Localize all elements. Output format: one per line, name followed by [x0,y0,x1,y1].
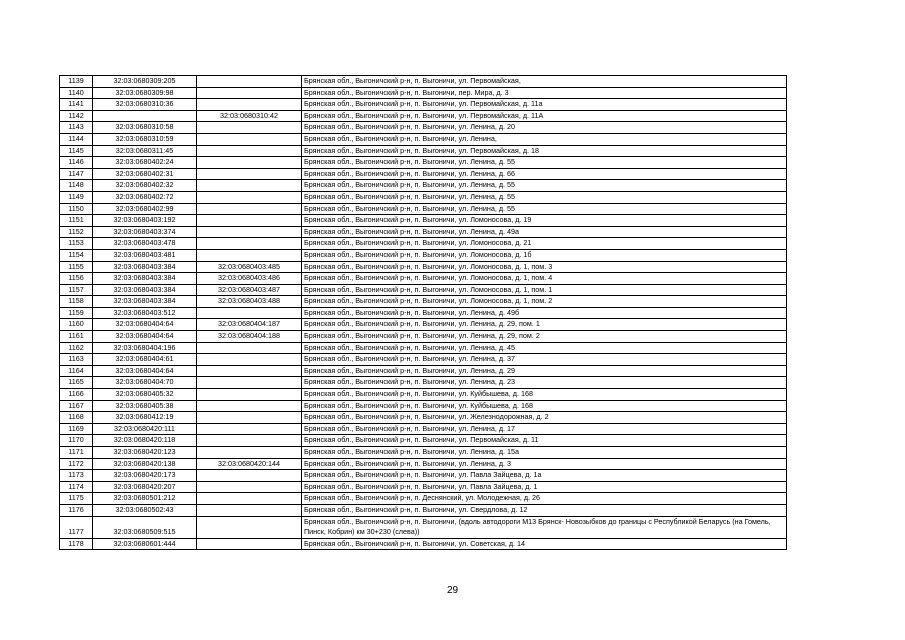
table-row [60,284,787,296]
sub-cadastral-number-cell [197,122,302,134]
cadastral-number-cell: 32:03:0680420:111 [93,423,197,435]
cadastral-number-cell: 32:03:0680403:192 [93,215,197,227]
row-number-cell: 1174 [60,481,93,493]
row-number-cell: 1169 [60,423,93,435]
cadastral-number-cell: 32:03:0680404:61 [93,354,197,366]
sub-cadastral-number-cell [197,145,302,157]
sub-cadastral-number-cell [197,389,302,401]
address-cell: Брянская обл., Выгоничский р-н, п. Выгоничи, ул. Куйбышева, д. 168 [302,389,787,401]
address-cell: Брянская обл., Выгоничский р-н, п. Выгоничи, ул. Ломоносова, д. 1б [302,249,787,261]
sub-cadastral-number-cell [197,168,302,180]
address-cell: Брянская обл., Выгоничский р-н, п. Выгоничи, ул. Ленина, д. 15а [302,447,787,459]
cadastral-number-cell: 32:03:0680509:515 [93,516,197,538]
sub-cadastral-number-cell: 32:03:0680403:485 [197,261,302,273]
sub-cadastral-number-cell [197,470,302,482]
table-row [60,331,787,343]
address-cell: Брянская обл., Выгоничский р-н, п. Выгоничи, ул. Ломоносова, д. 1, пом. 3 [302,261,787,273]
table-row [60,99,787,111]
table-row [60,319,787,331]
cadastral-number-cell: 32:03:0680402:72 [93,191,197,203]
sub-cadastral-number-cell [197,249,302,261]
address-cell: Брянская обл., Выгоничский р-н, п. Выгоничи, ул. Ломоносова, д. 19 [302,215,787,227]
address-cell: Брянская обл., Выгоничский р-н, п. Выгоничи, ул. Ленина, д. 45 [302,342,787,354]
sub-cadastral-number-cell [197,377,302,389]
address-cell: Брянская обл., Выгоничский р-н, п. Выгоничи, ул. Ломоносова, д. 1, пом. 4 [302,273,787,285]
sub-cadastral-number-cell [197,99,302,111]
row-number-cell: 1140 [60,87,93,99]
address-cell: Брянская обл., Выгоничский р-н, п. Выгоничи, ул. Ленина, д. 49а [302,226,787,238]
cadastral-number-cell: 32:03:0680403:384 [93,261,197,273]
address-cell: Брянская обл., Выгоничский р-н, п. Выгоничи, ул. Куйбышева, д. 168 [302,400,787,412]
table-row [60,180,787,192]
table-row [60,261,787,273]
row-number-cell: 1176 [60,504,93,516]
address-cell: Брянская обл., Выгоничский р-н, п. Выгоничи, ул. Ленина, д. 29 [302,365,787,377]
sub-cadastral-number-cell: 32:03:0680403:488 [197,296,302,308]
address-cell: Брянская обл., Выгоничский р-н, п. Выгоничи, ул. Ленина, д. 23 [302,377,787,389]
sub-cadastral-number-cell: 32:03:0680403:486 [197,273,302,285]
row-number-cell: 1145 [60,145,93,157]
table-row [60,110,787,122]
row-number-cell: 1158 [60,296,93,308]
address-cell: Брянская обл., Выгоничский р-н, п. Выгоничи, ул. Ломоносова, д. 1, пом. 2 [302,296,787,308]
row-number-cell: 1170 [60,435,93,447]
cadastral-number-cell: 32:03:0680404:196 [93,342,197,354]
address-cell: Брянская обл., Выгоничский р-н, п. Выгоничи, ул. Ленина, д. 3 [302,458,787,470]
cadastral-number-cell: 32:03:0680420:118 [93,435,197,447]
table-row [60,168,787,180]
table-row [60,458,787,470]
cadastral-number-cell [93,110,197,122]
address-cell: Брянская обл., Выгоничский р-н, п. Выгоничи, ул. Первомайская, [302,76,787,88]
sub-cadastral-number-cell [197,400,302,412]
sub-cadastral-number-cell: 32:03:0680403:487 [197,284,302,296]
address-cell: Брянская обл., Выгоничский р-н, п. Деснянский, ул. Молодежная, д. 26 [302,493,787,505]
sub-cadastral-number-cell [197,203,302,215]
sub-cadastral-number-cell [197,307,302,319]
address-cell: Брянская обл., Выгоничский р-н, п. Выгоничи, ул. Ленина, д. 55 [302,203,787,215]
cadastral-number-cell: 32:03:0680311:45 [93,145,197,157]
cadastral-number-cell: 32:03:0680403:384 [93,273,197,285]
row-number-cell: 1177 [60,516,93,538]
row-number-cell: 1160 [60,319,93,331]
address-cell: Брянская обл., Выгоничский р-н, п. Выгоничи, ул. Ленина, д. 49б [302,307,787,319]
cadastral-number-cell: 32:03:0680501:212 [93,493,197,505]
cadastral-number-cell: 32:03:0680403:384 [93,296,197,308]
row-number-cell: 1149 [60,191,93,203]
address-cell: Брянская обл., Выгоничский р-н, п. Выгоничи, пер. Мира, д. 3 [302,87,787,99]
cadastral-number-cell: 32:03:0680405:38 [93,400,197,412]
table-row [60,145,787,157]
sub-cadastral-number-cell [197,354,302,366]
row-number-cell: 1143 [60,122,93,134]
address-cell: Брянская обл., Выгоничский р-н, п. Выгоничи, ул. Ломоносова, д. 21 [302,238,787,250]
sub-cadastral-number-cell [197,226,302,238]
address-cell: Брянская обл., Выгоничский р-н, п. Выгоничи, ул. Ленина, д. 29, пом. 1 [302,319,787,331]
sub-cadastral-number-cell [197,516,302,538]
row-number-cell: 1173 [60,470,93,482]
address-cell: Брянская обл., Выгоничский р-н, п. Выгоничи, ул. Ленина, [302,133,787,145]
row-number-cell: 1141 [60,99,93,111]
table-row [60,504,787,516]
address-cell: Брянская обл., Выгоничский р-н, п. Выгоничи, ул. Первомайская, д. 18 [302,145,787,157]
cadastral-table [59,75,787,550]
address-cell: Брянская обл., Выгоничский р-н, п. Выгоничи, ул. Первомайская, д. 11 [302,435,787,447]
sub-cadastral-number-cell [197,133,302,145]
sub-cadastral-number-cell: 32:03:0680404:187 [197,319,302,331]
sub-cadastral-number-cell: 32:03:0680420:144 [197,458,302,470]
cadastral-number-cell: 32:03:0680309:205 [93,76,197,88]
cadastral-number-cell: 32:03:0680403:374 [93,226,197,238]
sub-cadastral-number-cell [197,342,302,354]
row-number-cell: 1165 [60,377,93,389]
row-number-cell: 1144 [60,133,93,145]
table-row [60,307,787,319]
cadastral-number-cell: 32:03:0680412:19 [93,412,197,424]
table-row [60,423,787,435]
table-row [60,133,787,145]
sub-cadastral-number-cell [197,412,302,424]
table-row [60,365,787,377]
cadastral-number-cell: 32:03:0680402:32 [93,180,197,192]
row-number-cell: 1157 [60,284,93,296]
cadastral-number-cell: 32:03:0680420:173 [93,470,197,482]
row-number-cell: 1148 [60,180,93,192]
table-row [60,516,787,538]
row-number-cell: 1172 [60,458,93,470]
row-number-cell: 1161 [60,331,93,343]
sub-cadastral-number-cell [197,493,302,505]
cadastral-number-cell: 32:03:0680402:24 [93,157,197,169]
row-number-cell: 1154 [60,249,93,261]
sub-cadastral-number-cell [197,447,302,459]
table-row [60,157,787,169]
row-number-cell: 1152 [60,226,93,238]
sub-cadastral-number-cell [197,180,302,192]
table-row [60,249,787,261]
cadastral-number-cell: 32:03:0680420:138 [93,458,197,470]
address-cell: Брянская обл., Выгоничский р-н, п. Выгоничи, ул. Ленина, д. 29, пом. 2 [302,331,787,343]
cadastral-number-cell: 32:03:0680420:123 [93,447,197,459]
address-cell: Брянская обл., Выгоничский р-н, п. Выгоничи, ул. Ленина, д. 66 [302,168,787,180]
cadastral-number-cell: 32:03:0680309:98 [93,87,197,99]
table-row [60,447,787,459]
cadastral-number-cell: 32:03:0680402:31 [93,168,197,180]
cadastral-number-cell: 32:03:0680420:207 [93,481,197,493]
row-number-cell: 1151 [60,215,93,227]
address-cell: Брянская обл., Выгоничский р-н, п. Выгоничи, ул. Павла Зайцева, д. 1 [302,481,787,493]
cadastral-number-cell: 32:03:0680405:32 [93,389,197,401]
row-number-cell: 1147 [60,168,93,180]
cadastral-number-cell: 32:03:0680310:58 [93,122,197,134]
cadastral-number-cell: 32:03:0680403:384 [93,284,197,296]
sub-cadastral-number-cell: 32:03:0680404:188 [197,331,302,343]
address-cell: Брянская обл., Выгоничский р-н, п. Выгоничи, ул. Первомайская, д. 11А [302,110,787,122]
sub-cadastral-number-cell: 32:03:0680310:42 [197,110,302,122]
address-cell: Брянская обл., Выгоничский р-н, п. Выгоничи, ул. Советская, д. 14 [302,538,787,550]
address-cell: Брянская обл., Выгоничский р-н, п. Выгоничи, ул. Железнодорожная, д. 2 [302,412,787,424]
row-number-cell: 1178 [60,538,93,550]
row-number-cell: 1146 [60,157,93,169]
table-row [60,238,787,250]
table-row [60,273,787,285]
row-number-cell: 1162 [60,342,93,354]
sub-cadastral-number-cell [197,481,302,493]
page-number: 29 [446,585,459,596]
table-body [60,76,787,550]
sub-cadastral-number-cell [197,538,302,550]
table-row [60,493,787,505]
cadastral-number-cell: 32:03:0680404:64 [93,331,197,343]
sub-cadastral-number-cell [197,87,302,99]
address-cell: Брянская обл., Выгоничский р-н, п. Выгоничи, ул. Ленина, д. 20 [302,122,787,134]
row-number-cell: 1168 [60,412,93,424]
cadastral-number-cell: 32:03:0680601:444 [93,538,197,550]
row-number-cell: 1142 [60,110,93,122]
row-number-cell: 1163 [60,354,93,366]
sub-cadastral-number-cell [197,157,302,169]
address-cell: Брянская обл., Выгоничский р-н, п. Выгоничи, ул. Ленина, д. 55 [302,191,787,203]
table-row [60,296,787,308]
row-number-cell: 1139 [60,76,93,88]
sub-cadastral-number-cell [197,435,302,447]
table-row [60,377,787,389]
address-cell: Брянская обл., Выгоничский р-н, п. Выгоничи, ул. Первомайская, д. 11а [302,99,787,111]
cadastral-number-cell: 32:03:0680403:478 [93,238,197,250]
row-number-cell: 1159 [60,307,93,319]
row-number-cell: 1167 [60,400,93,412]
cadastral-number-cell: 32:03:0680404:70 [93,377,197,389]
table-row [60,76,787,88]
row-number-cell: 1155 [60,261,93,273]
table-row [60,191,787,203]
row-number-cell: 1175 [60,493,93,505]
row-number-cell: 1166 [60,389,93,401]
cadastral-number-cell: 32:03:0680403:512 [93,307,197,319]
row-number-cell: 1156 [60,273,93,285]
sub-cadastral-number-cell [197,423,302,435]
address-cell: Брянская обл., Выгоничский р-н, п. Выгоничи, ул. Ленина, д. 55 [302,180,787,192]
cadastral-number-cell: 32:03:0680310:59 [93,133,197,145]
table-row [60,87,787,99]
sub-cadastral-number-cell [197,504,302,516]
table-row [60,215,787,227]
cadastral-number-cell: 32:03:0680404:64 [93,365,197,377]
address-cell: Брянская обл., Выгоничский р-н, п. Выгоничи, ул. Ленина, д. 37 [302,354,787,366]
address-cell: Брянская обл., Выгоничский р-н, п. Выгоничи, ул. Свердлова, д. 12 [302,504,787,516]
sub-cadastral-number-cell [197,215,302,227]
table-row [60,122,787,134]
address-cell: Брянская обл., Выгоничский р-н, п. Выгоничи, ул. Павла Зайцева, д. 1а [302,470,787,482]
row-number-cell: 1153 [60,238,93,250]
table-row [60,435,787,447]
row-number-cell: 1171 [60,447,93,459]
cadastral-number-cell: 32:03:0680310:36 [93,99,197,111]
sub-cadastral-number-cell [197,238,302,250]
table-row [60,481,787,493]
cadastral-number-cell: 32:03:0680403:481 [93,249,197,261]
table-row [60,412,787,424]
table-row [60,342,787,354]
cadastral-number-cell: 32:03:0680404:64 [93,319,197,331]
address-cell: Брянская обл., Выгоничский р-н, п. Выгоничи, (вдоль автодороги М13 Брянск- Новозыбков до границы с Республикой Беларусь (на Гомель, Пинск, Кобрин) км 30+230 (слева)) [302,516,787,538]
table-row [60,538,787,550]
table-row [60,389,787,401]
cadastral-number-cell: 32:03:0680402:99 [93,203,197,215]
sub-cadastral-number-cell [197,365,302,377]
sub-cadastral-number-cell [197,76,302,88]
table-row [60,226,787,238]
address-cell: Брянская обл., Выгоничский р-н, п. Выгоничи, ул. Ленина, д. 17 [302,423,787,435]
row-number-cell: 1150 [60,203,93,215]
table-row [60,203,787,215]
table-row [60,400,787,412]
row-number-cell: 1164 [60,365,93,377]
sub-cadastral-number-cell [197,191,302,203]
table-row [60,470,787,482]
address-cell: Брянская обл., Выгоничский р-н, п. Выгоничи, ул. Ленина, д. 55 [302,157,787,169]
cadastral-number-cell: 32:03:0680502:43 [93,504,197,516]
address-cell: Брянская обл., Выгоничский р-н, п. Выгоничи, ул. Ломоносова, д. 1, пом. 1 [302,284,787,296]
table-row [60,354,787,366]
